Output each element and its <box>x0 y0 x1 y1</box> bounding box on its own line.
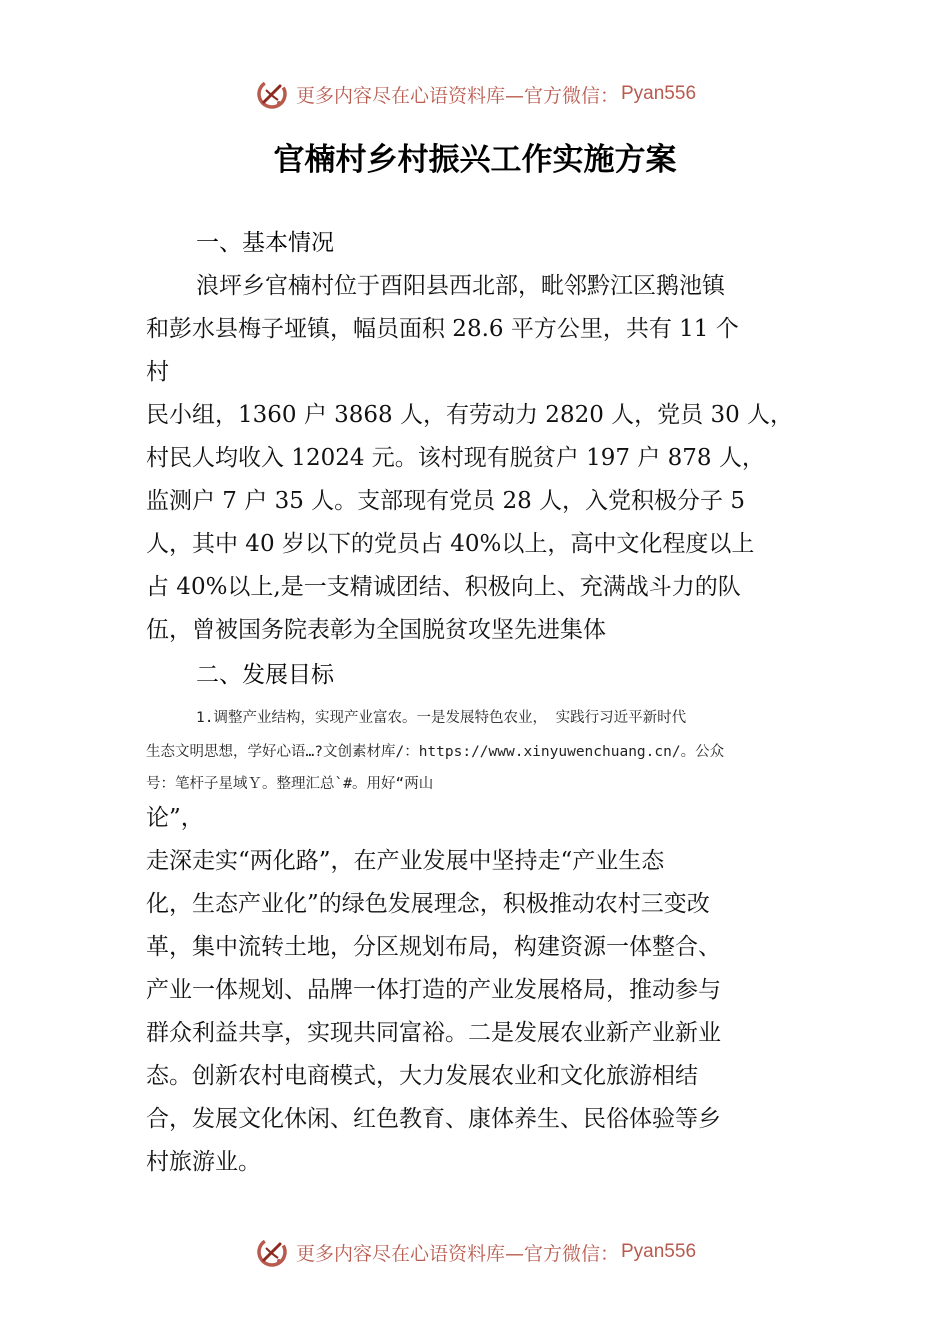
section2-small-line: 1.调整产业结构，实现产业富农。一是发展特色农业， 实践行习近平新时代 <box>196 710 687 726</box>
section2-small-line: 生态文明思想，学好心语…?文创素材库/：https://www.xinyuwenchuang.cn/。公众 <box>146 744 725 760</box>
section2-line: 态。创新农村电商模式，大力发展农业和文化旅游相结 <box>146 1063 698 1089</box>
section2-line: 群众利益共享，实现共同富裕。二是发展农业新产业新业 <box>146 1020 721 1046</box>
section1-line: 人，其中 40 岁以下的党员占 40%以上，高中文化程度以上 <box>146 531 755 557</box>
section1-line: 和彭水县梅子垭镇，幅员面积 28.6 平方公里，共有 11 个 <box>146 316 739 342</box>
document-title: 官楠村乡村振兴工作实施方案 <box>273 142 677 178</box>
section2-line: 村旅游业。 <box>146 1149 261 1175</box>
section1-line: 监测户 7 户 35 人。支部现有党员 28 人，入党积极分子 5 <box>146 488 745 514</box>
section1-line: 村民人均收入 12024 元。该村现有脱贫户 197 户 878 人， <box>146 445 765 471</box>
section2-line: 合，发展文化休闲、红色教育、康体养生、民俗体验等乡 <box>146 1106 721 1132</box>
section2-line: 革，集中流转土地，分区规划布局，构建资源一体整合、 <box>146 934 721 960</box>
header-watermark <box>0 72 950 116</box>
section2-line: 产业一体规划、品牌一体打造的产业发展格局，推动参与 <box>146 977 721 1003</box>
ink-brush-logo-icon <box>254 76 290 112</box>
section1-line: 浪坪乡官楠村位于酉阳县西北部，毗邻黔江区鹅池镇 <box>196 273 725 299</box>
section1-line: 民小组，1360 户 3868 人，有劳动力 2820 人，党员 30 人， <box>146 402 794 428</box>
section2-line: 论”， <box>146 805 204 831</box>
section1-line: 占 40%以上,是一支精诚团结、积极向上、充满战斗力的队 <box>146 574 741 600</box>
section1-heading: 一、基本情况 <box>196 230 334 256</box>
watermark-wechat-id: Pyan556 <box>621 1241 697 1262</box>
watermark-wechat-id: Pyan556 <box>621 83 697 104</box>
section2-heading: 二、发展目标 <box>196 662 334 688</box>
section2-small-line: 号：笔杆子星域Ｙ。整理汇总`#。用好“两山 <box>146 776 434 792</box>
watermark-text: 更多内容尽在心语资料库—官方微信： <box>295 1242 619 1265</box>
ink-brush-logo-icon <box>254 1234 290 1270</box>
section2-line: 化，生态产业化”的绿色发展理念，积极推动农村三变改 <box>146 891 710 917</box>
section1-line: 伍，曾被国务院表彰为全国脱贫攻坚先进集体 <box>146 617 606 643</box>
section1-line: 村 <box>146 359 169 385</box>
section2-line: 走深走实“两化路”，在产业发展中坚持走“产业生态 <box>146 848 665 874</box>
watermark-text: 更多内容尽在心语资料库—官方微信： <box>295 84 619 107</box>
footer-watermark <box>0 1230 950 1274</box>
